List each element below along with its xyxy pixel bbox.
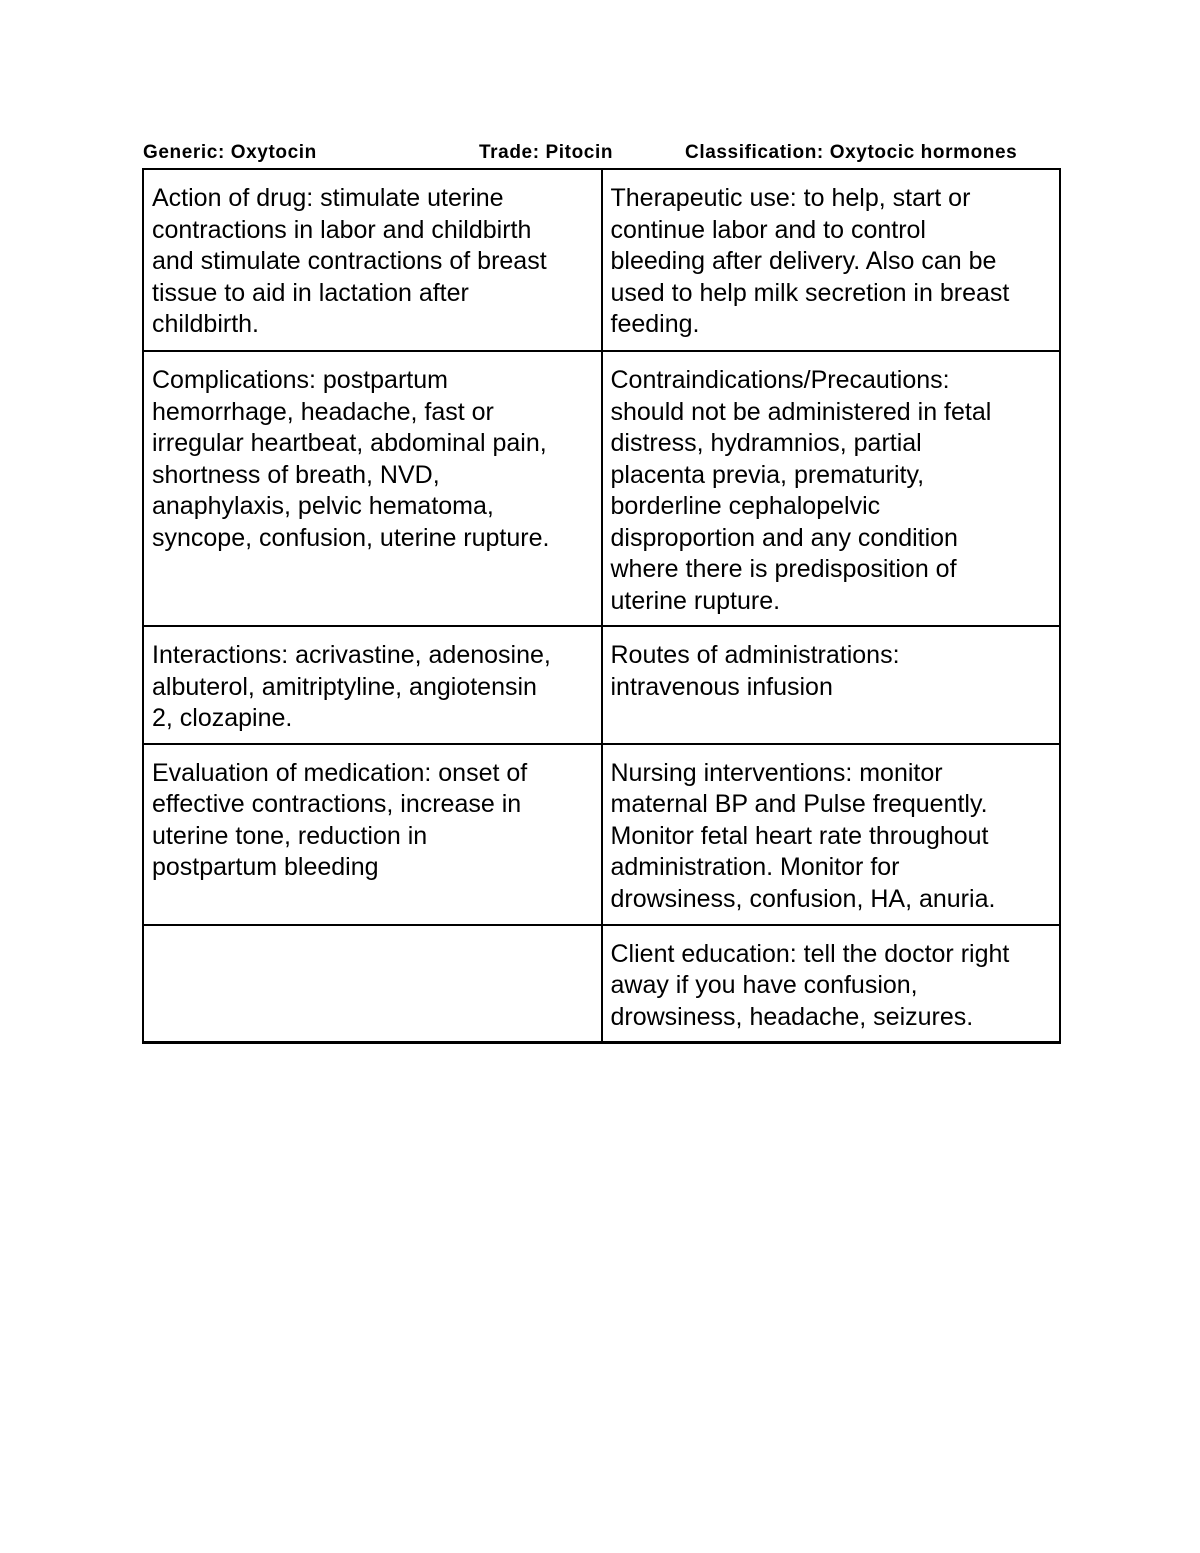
- table-row: [143, 351, 1060, 626]
- table-row: [143, 169, 1060, 351]
- generic-name: Generic: Oxytocin: [143, 142, 317, 163]
- nursing-interventions-cell: Nursing interventions: monitor maternal BP and Pulse frequently. Monitor fetal heart rate throughout administration. Monitor for drowsiness, confusion, HA, anuria.: [602, 744, 1061, 925]
- table-row: [143, 925, 1060, 1043]
- drug-card-table: [142, 168, 1061, 1044]
- routes-cell: Routes of administrations: intravenous infusion: [602, 626, 1061, 744]
- action-of-drug-cell: Action of drug: stimulate uterine contractions in labor and childbirth and stimulate contractions of breast tissue to aid in lactation after childbirth.: [143, 169, 602, 351]
- empty-cell: [143, 925, 602, 1043]
- trade-name: Trade: Pitocin: [479, 142, 614, 163]
- complications-cell: Complications: postpartum hemorrhage, headache, fast or irregular heartbeat, abdominal pain, shortness of breath, NVD, anaphylaxis, pelvic hematoma, syncope, confusion, uterine rupture.: [143, 351, 602, 626]
- drug-header: [143, 142, 1063, 166]
- classification: Classification: Oxytocic hormones: [685, 142, 1018, 163]
- evaluation-cell: Evaluation of medication: onset of effective contractions, increase in uterine tone, reduction in postpartum bleeding: [143, 744, 602, 925]
- client-education-cell: Client education: tell the doctor right away if you have confusion, drowsiness, headache, seizures.: [602, 925, 1061, 1043]
- table-row: [143, 626, 1060, 744]
- table-row: [143, 744, 1060, 925]
- interactions-cell: Interactions: acrivastine, adenosine, albuterol, amitriptyline, angiotensin 2, clozapine.: [143, 626, 602, 744]
- therapeutic-use-cell: Therapeutic use: to help, start or continue labor and to control bleeding after delivery. Also can be used to help milk secretion in breast feeding.: [602, 169, 1061, 351]
- contraindications-cell: Contraindications/Precautions: should not be administered in fetal distress, hydramnios, partial placenta previa, prematurity, borderline cephalopelvic disproportion and any condition where there is predisposition of uterine rupture.: [602, 351, 1061, 626]
